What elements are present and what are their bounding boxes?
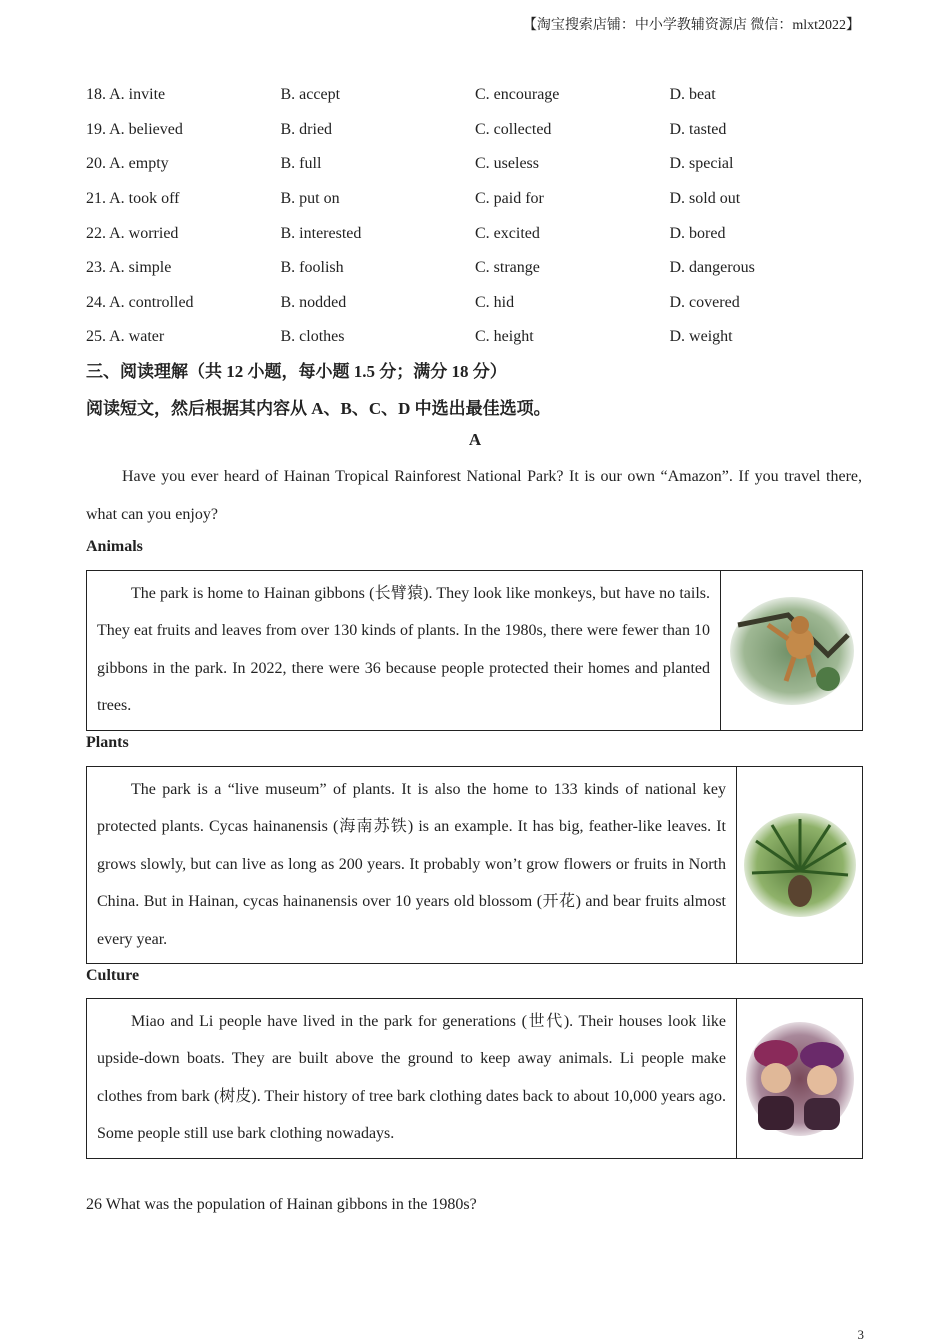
page-header: 【淘宝搜索店铺：中小学教辅资源店 微信：mlxt2022】 — [522, 18, 860, 33]
option-d: D. dangerous — [669, 259, 755, 277]
cycas-photo-icon — [742, 811, 858, 919]
option-row-21 — [86, 182, 866, 217]
plants-box — [86, 766, 863, 964]
heading-plants: Plants — [86, 734, 129, 751]
option-d: D. special — [669, 155, 734, 173]
option-b: B. nodded — [280, 293, 347, 311]
option-c: C. height — [475, 328, 534, 346]
option-c: C. hid — [475, 293, 515, 311]
option-a: 18. A. invite — [86, 86, 166, 104]
option-d: D. bored — [669, 224, 726, 242]
culture-box — [86, 998, 863, 1159]
answer-options — [86, 78, 866, 355]
li-people-image — [737, 999, 862, 1158]
section-instruction: 阅读短文，然后根据其内容从 A、B、C、D 中选出最佳选项。 — [86, 399, 551, 418]
option-a: 25. A. water — [86, 328, 165, 346]
option-b: B. foolish — [280, 259, 344, 277]
option-a: 22. A. worried — [86, 224, 179, 242]
option-a: 21. A. took off — [86, 190, 180, 208]
heading-culture: Culture — [86, 967, 140, 984]
option-b: B. full — [280, 155, 322, 173]
culture-text: Miao and Li people have lived in the park for generations (世代). Their houses look like upside-down boats. They are built above the ground to keep away animals. Li people make clothes from bark (树皮). Their history of tree bark clothing dates back to about 10,000 years ago. Some people still use bark clothing nowadays. — [87, 999, 737, 1158]
option-c: C. encourage — [475, 86, 560, 104]
option-row-25 — [86, 320, 866, 355]
passage-letter: A — [468, 430, 482, 449]
page-number: 3 — [857, 1327, 864, 1342]
cycas-image — [737, 767, 862, 963]
option-b: B. put on — [280, 190, 340, 208]
option-c: C. collected — [475, 120, 552, 138]
option-a: 23. A. simple — [86, 259, 172, 277]
option-b: B. accept — [280, 86, 341, 104]
option-b: B. clothes — [280, 328, 345, 346]
passage-intro: Have you ever heard of Hainan Tropical Rainforest National Park? It is our own “Amazon”. If you travel there, what can you enjoy? — [86, 468, 862, 523]
animals-text: The park is home to Hainan gibbons (长臂猿). They look like monkeys, but have no tails. They eat fruits and leaves from over 130 kinds of plants. In the 1980s, there were fewer than 10 gibbons in the park. In 2022, there were 36 because people protected their homes and planted trees. — [87, 571, 721, 730]
option-c: C. excited — [475, 224, 540, 242]
option-row-19 — [86, 113, 866, 148]
animals-box — [86, 570, 863, 731]
option-a: 19. A. believed — [86, 120, 183, 138]
gibbon-photo-icon — [728, 595, 856, 707]
option-d: D. weight — [669, 328, 733, 346]
plants-text: The park is a “live museum” of plants. It is also the home to 133 kinds of national key protected plants. Cycas hainanensis (海南苏铁) is an example. It has big, feather-like leaves. It grows slowly, but can live as long as 200 years. It probably won’t grow flowers or fruits in North China. But in Hainan, cycas hainanensis over 10 years old blossom (开花) and bear fruits almost every year. — [87, 767, 737, 963]
option-d: D. tasted — [669, 120, 727, 138]
section-title: 三、阅读理解（共 12 小题，每小题 1.5 分；满分 18 分） — [86, 362, 507, 381]
option-b: B. interested — [280, 224, 362, 242]
option-row-23 — [86, 251, 866, 286]
option-row-20 — [86, 147, 866, 182]
heading-animals: Animals — [86, 538, 143, 555]
option-c: C. paid for — [475, 190, 544, 208]
option-d: D. covered — [669, 293, 740, 311]
option-row-18 — [86, 78, 866, 113]
option-a: 20. A. empty — [86, 155, 169, 173]
option-row-24 — [86, 286, 866, 321]
option-c: C. useless — [475, 155, 539, 173]
option-a: 24. A. controlled — [86, 293, 194, 311]
option-c: C. strange — [475, 259, 540, 277]
question-26: 26 What was the population of Hainan gibbons in the 1980s? — [86, 1196, 477, 1213]
option-b: B. dried — [280, 120, 333, 138]
gibbon-image — [721, 571, 862, 730]
people-photo-icon — [744, 1020, 856, 1138]
option-d: D. sold out — [669, 190, 741, 208]
option-d: D. beat — [669, 86, 716, 104]
option-row-22 — [86, 216, 866, 251]
